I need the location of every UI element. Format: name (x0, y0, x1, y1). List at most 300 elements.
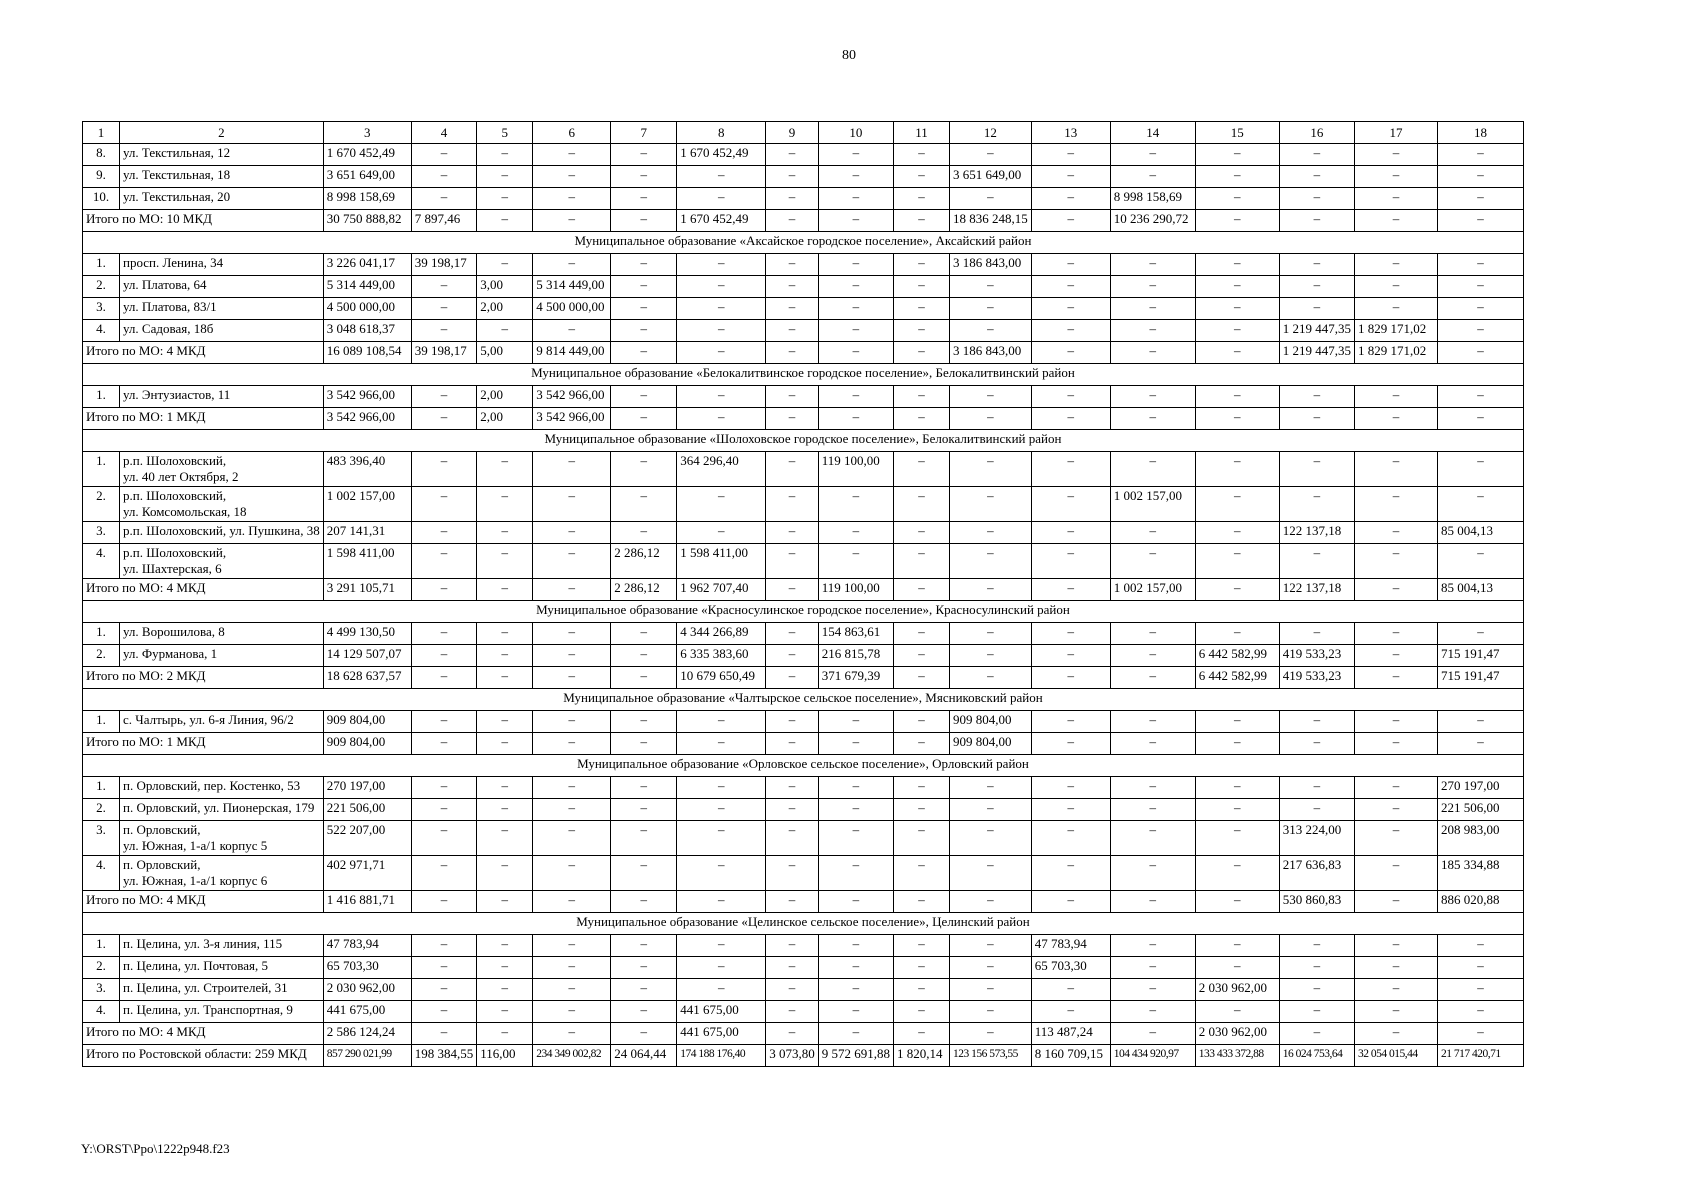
value-cell: – (818, 935, 893, 957)
address-cell (120, 623, 324, 645)
value-cell: 119 100,00 (818, 579, 893, 601)
value-cell: – (893, 320, 949, 342)
value-cell: – (477, 821, 533, 856)
value-cell: – (1354, 487, 1437, 522)
value-cell: 174 188 176,40 (677, 1045, 766, 1067)
value-cell: – (949, 979, 1031, 1001)
value-cell: – (611, 522, 677, 544)
table-row (83, 487, 1524, 522)
address-line: п. Целина, ул. Почтовая, 5 (123, 958, 269, 973)
address-cell (120, 144, 324, 166)
value-cell: – (1279, 210, 1354, 232)
value-cell: – (949, 1001, 1031, 1023)
total-label: Итого по МО: 4 МКД (83, 579, 324, 601)
value-cell: – (1031, 408, 1110, 430)
value-cell: – (533, 957, 611, 979)
value-cell: 39 198,17 (411, 254, 477, 276)
value-cell: 47 783,94 (323, 935, 411, 957)
value-cell: – (949, 1023, 1031, 1045)
value-cell: 1 820,14 (893, 1045, 949, 1067)
value-cell: – (893, 979, 949, 1001)
value-cell: – (1031, 166, 1110, 188)
value-cell: – (1354, 957, 1437, 979)
table-row (83, 645, 1524, 667)
value-cell: – (1195, 320, 1279, 342)
subtotal-row (83, 1023, 1524, 1045)
value-cell: – (766, 579, 819, 601)
value-cell: 909 804,00 (323, 711, 411, 733)
value-cell: – (1031, 298, 1110, 320)
value-cell: – (477, 452, 533, 487)
value-cell: – (893, 777, 949, 799)
value-cell: – (766, 1001, 819, 1023)
value-cell: – (477, 144, 533, 166)
value-cell: – (1279, 386, 1354, 408)
value-cell: – (611, 320, 677, 342)
section-heading-row (83, 689, 1524, 711)
value-cell: 1 598 411,00 (677, 544, 766, 579)
value-cell: 1 002 157,00 (1110, 579, 1195, 601)
value-cell: – (1279, 979, 1354, 1001)
value-cell: 10 679 650,49 (677, 667, 766, 689)
total-label: Итого по МО: 1 МКД (83, 733, 324, 755)
row-number: 4. (83, 320, 120, 342)
value-cell: 30 750 888,82 (323, 210, 411, 232)
value-cell: 14 129 507,07 (323, 645, 411, 667)
value-cell: – (611, 777, 677, 799)
file-path: Y:\ORST\Ppo\1222p948.f23 (81, 1141, 230, 1156)
value-cell: – (818, 188, 893, 210)
column-header: 18 (1437, 122, 1523, 144)
value-cell: – (949, 957, 1031, 979)
value-cell: – (1354, 1001, 1437, 1023)
value-cell: – (893, 254, 949, 276)
value-cell: – (893, 821, 949, 856)
row-number: 2. (83, 645, 120, 667)
address-cell (120, 386, 324, 408)
value-cell: – (533, 210, 611, 232)
value-cell: – (1195, 777, 1279, 799)
value-cell: – (766, 298, 819, 320)
value-cell: – (949, 276, 1031, 298)
address-cell (120, 957, 324, 979)
value-cell: – (1110, 623, 1195, 645)
value-cell: – (1437, 487, 1523, 522)
value-cell: 85 004,13 (1437, 522, 1523, 544)
value-cell: 6 442 582,99 (1195, 645, 1279, 667)
total-label: Итого по МО: 4 МКД (83, 1023, 324, 1045)
value-cell: 402 971,71 (323, 856, 411, 891)
value-cell: – (1354, 821, 1437, 856)
value-cell: – (1354, 623, 1437, 645)
section-title: Муниципальное образование «Орловское сельское поселение», Орловский район (83, 755, 1524, 777)
value-cell: – (1354, 254, 1437, 276)
value-cell: – (1110, 856, 1195, 891)
value-cell: – (893, 623, 949, 645)
address-line: р.п. Шолоховский, (123, 453, 227, 468)
value-cell: – (1031, 667, 1110, 689)
value-cell: – (818, 957, 893, 979)
value-cell: – (949, 856, 1031, 891)
address-cell (120, 777, 324, 799)
value-cell: – (949, 799, 1031, 821)
value-cell: – (1437, 544, 1523, 579)
value-cell: – (611, 408, 677, 430)
address-cell (120, 645, 324, 667)
value-cell: – (818, 386, 893, 408)
value-cell: – (818, 522, 893, 544)
value-cell: – (411, 645, 477, 667)
value-cell: – (1031, 645, 1110, 667)
value-cell: – (1195, 544, 1279, 579)
value-cell: 2 030 962,00 (1195, 979, 1279, 1001)
section-heading-row (83, 364, 1524, 386)
value-cell: 2 030 962,00 (323, 979, 411, 1001)
section-heading-row (83, 755, 1524, 777)
value-cell: 2,00 (477, 408, 533, 430)
value-cell: – (766, 711, 819, 733)
row-number: 1. (83, 254, 120, 276)
value-cell: 104 434 920,97 (1110, 1045, 1195, 1067)
value-cell: – (533, 188, 611, 210)
address-line: ул. Энтузиастов, 11 (123, 387, 231, 402)
value-cell: – (611, 799, 677, 821)
value-cell: 133 433 372,88 (1195, 1045, 1279, 1067)
value-cell: – (1031, 1001, 1110, 1023)
row-number: 3. (83, 821, 120, 856)
value-cell: – (477, 979, 533, 1001)
value-cell: – (611, 711, 677, 733)
value-cell: 5,00 (477, 342, 533, 364)
value-cell: – (1437, 144, 1523, 166)
value-cell: – (1031, 856, 1110, 891)
value-cell: – (818, 342, 893, 364)
value-cell: – (1437, 386, 1523, 408)
value-cell: – (766, 386, 819, 408)
value-cell: – (1195, 856, 1279, 891)
value-cell: – (1110, 1023, 1195, 1045)
value-cell: – (818, 777, 893, 799)
value-cell: – (477, 935, 533, 957)
value-cell: 909 804,00 (949, 733, 1031, 755)
address-cell (120, 452, 324, 487)
value-cell: – (611, 386, 677, 408)
total-label: Итого по МО: 1 МКД (83, 408, 324, 430)
address-cell (120, 254, 324, 276)
value-cell: – (766, 408, 819, 430)
value-cell: – (1279, 544, 1354, 579)
value-cell: – (1195, 254, 1279, 276)
value-cell: – (766, 522, 819, 544)
value-cell: 270 197,00 (1437, 777, 1523, 799)
section-title: Муниципальное образование «Аксайское городское поселение», Аксайский район (83, 232, 1524, 254)
value-cell: – (766, 144, 819, 166)
value-cell: – (411, 799, 477, 821)
value-cell: – (818, 979, 893, 1001)
value-cell: – (1279, 276, 1354, 298)
value-cell: – (677, 856, 766, 891)
value-cell: – (949, 320, 1031, 342)
subtotal-row (83, 342, 1524, 364)
value-cell: – (477, 645, 533, 667)
value-cell: – (1354, 522, 1437, 544)
value-cell: 65 703,30 (323, 957, 411, 979)
value-cell: 1 670 452,49 (677, 144, 766, 166)
table-row (83, 298, 1524, 320)
value-cell: – (949, 891, 1031, 913)
value-cell: – (1195, 452, 1279, 487)
value-cell: – (893, 579, 949, 601)
value-cell: – (1437, 342, 1523, 364)
row-number: 3. (83, 298, 120, 320)
column-header: 16 (1279, 122, 1354, 144)
address-line: ул. Фурманова, 1 (123, 646, 218, 661)
value-cell: – (1031, 320, 1110, 342)
address-cell (120, 979, 324, 1001)
address-line: ул. Текстильная, 18 (123, 167, 231, 182)
value-cell: 4 500 000,00 (323, 298, 411, 320)
value-cell: – (1437, 210, 1523, 232)
value-cell: – (677, 298, 766, 320)
value-cell: – (766, 254, 819, 276)
value-cell: – (1195, 711, 1279, 733)
value-cell: – (893, 733, 949, 755)
value-cell: 154 863,61 (818, 623, 893, 645)
value-cell: – (1354, 544, 1437, 579)
value-cell: 18 836 248,15 (949, 210, 1031, 232)
value-cell: – (533, 623, 611, 645)
value-cell: – (477, 487, 533, 522)
value-cell: – (1031, 821, 1110, 856)
table-row (83, 821, 1524, 856)
address-line: п. Целина, ул. Транспортная, 9 (123, 1002, 293, 1017)
value-cell: – (1031, 544, 1110, 579)
value-cell: – (893, 166, 949, 188)
value-cell: – (766, 777, 819, 799)
value-cell: – (818, 821, 893, 856)
column-header: 5 (477, 122, 533, 144)
value-cell: – (533, 645, 611, 667)
value-cell: – (893, 935, 949, 957)
value-cell: 122 137,18 (1279, 579, 1354, 601)
value-cell: 47 783,94 (1031, 935, 1110, 957)
value-cell: – (1110, 298, 1195, 320)
value-cell: – (766, 733, 819, 755)
value-cell: – (766, 645, 819, 667)
value-cell: 5 314 449,00 (323, 276, 411, 298)
value-cell: 10 236 290,72 (1110, 210, 1195, 232)
value-cell: – (1110, 711, 1195, 733)
value-cell: – (1195, 579, 1279, 601)
total-label: Итого по Ростовской области: 259 МКД (83, 1045, 324, 1067)
address-line: п. Орловский, ул. Пионерская, 179 (123, 800, 315, 815)
value-cell: – (949, 935, 1031, 957)
value-cell: – (766, 979, 819, 1001)
value-cell: – (1031, 891, 1110, 913)
value-cell: – (1110, 452, 1195, 487)
value-cell: – (533, 254, 611, 276)
value-cell: – (677, 821, 766, 856)
value-cell: – (677, 935, 766, 957)
row-number: 4. (83, 856, 120, 891)
value-cell: – (1195, 821, 1279, 856)
value-cell: – (949, 777, 1031, 799)
value-cell: 216 815,78 (818, 645, 893, 667)
value-cell: – (611, 891, 677, 913)
table-row (83, 254, 1524, 276)
value-cell: – (818, 891, 893, 913)
row-number: 10. (83, 188, 120, 210)
value-cell: – (1031, 733, 1110, 755)
address-line: ул. Платова, 83/1 (123, 299, 217, 314)
value-cell: 3 073,80 (766, 1045, 819, 1067)
table-row (83, 276, 1524, 298)
address-cell (120, 298, 324, 320)
column-header: 10 (818, 122, 893, 144)
column-header: 11 (893, 122, 949, 144)
value-cell: – (1110, 777, 1195, 799)
value-cell: – (1031, 144, 1110, 166)
value-cell: 3 542 966,00 (323, 408, 411, 430)
value-cell: – (1031, 386, 1110, 408)
value-cell: – (949, 452, 1031, 487)
value-cell: 3 651 649,00 (949, 166, 1031, 188)
value-cell: – (1031, 979, 1110, 1001)
address-line: п. Целина, ул. 3-я линия, 115 (123, 936, 283, 951)
value-cell: 2,00 (477, 298, 533, 320)
value-cell: – (411, 452, 477, 487)
value-cell: – (1354, 856, 1437, 891)
total-label: Итого по МО: 4 МКД (83, 891, 324, 913)
column-header: 1 (83, 122, 120, 144)
page-number: 80 (842, 48, 856, 63)
value-cell: 2 286,12 (611, 544, 677, 579)
value-cell: 5 314 449,00 (533, 276, 611, 298)
value-cell: – (1195, 166, 1279, 188)
value-cell: – (1195, 342, 1279, 364)
value-cell: – (1195, 799, 1279, 821)
value-cell: – (1110, 386, 1195, 408)
value-cell: – (477, 544, 533, 579)
value-cell: – (893, 408, 949, 430)
value-cell: – (677, 777, 766, 799)
value-cell: 1 416 881,71 (323, 891, 411, 913)
value-cell: 3 186 843,00 (949, 342, 1031, 364)
total-label: Итого по МО: 2 МКД (83, 667, 324, 689)
value-cell: – (1437, 320, 1523, 342)
value-cell: – (411, 544, 477, 579)
value-cell: – (1110, 342, 1195, 364)
table-row (83, 623, 1524, 645)
address-cell (120, 276, 324, 298)
value-cell: – (893, 276, 949, 298)
value-cell: – (766, 821, 819, 856)
row-number: 1. (83, 623, 120, 645)
value-cell: – (949, 667, 1031, 689)
value-cell: – (411, 733, 477, 755)
value-cell: 715 191,47 (1437, 667, 1523, 689)
value-cell: 483 396,40 (323, 452, 411, 487)
value-cell: 185 334,88 (1437, 856, 1523, 891)
table-row (83, 711, 1524, 733)
value-cell: – (533, 522, 611, 544)
value-cell: 2 586 124,24 (323, 1023, 411, 1045)
value-cell: – (677, 342, 766, 364)
value-cell: – (477, 579, 533, 601)
value-cell: – (1195, 522, 1279, 544)
value-cell: – (1195, 188, 1279, 210)
value-cell: – (411, 298, 477, 320)
value-cell: – (1195, 386, 1279, 408)
value-cell: – (477, 522, 533, 544)
subtotal-row (83, 210, 1524, 232)
value-cell: – (1437, 254, 1523, 276)
value-cell: – (949, 645, 1031, 667)
value-cell: 119 100,00 (818, 452, 893, 487)
address-line: с. Чалтырь, ул. 6-я Линия, 96/2 (123, 712, 294, 727)
address-line: ул. Текстильная, 12 (123, 145, 231, 160)
value-cell: – (477, 188, 533, 210)
value-cell: – (411, 711, 477, 733)
value-cell: – (477, 957, 533, 979)
value-cell: – (766, 210, 819, 232)
value-cell: – (533, 320, 611, 342)
value-cell: 2,00 (477, 386, 533, 408)
column-header: 15 (1195, 122, 1279, 144)
value-cell: – (411, 320, 477, 342)
value-cell: 4 499 130,50 (323, 623, 411, 645)
value-cell: – (677, 891, 766, 913)
value-cell: – (893, 799, 949, 821)
value-cell: – (1279, 408, 1354, 430)
address-line: ул. Южная, 1-а/1 корпус 5 (123, 838, 268, 853)
subtotal-row (83, 891, 1524, 913)
value-cell: – (677, 711, 766, 733)
value-cell: – (1195, 957, 1279, 979)
value-cell: – (611, 254, 677, 276)
value-cell: – (411, 386, 477, 408)
value-cell: – (1279, 1023, 1354, 1045)
section-heading-row (83, 601, 1524, 623)
address-cell (120, 320, 324, 342)
value-cell: – (818, 408, 893, 430)
value-cell: 6 442 582,99 (1195, 667, 1279, 689)
value-cell: – (1279, 487, 1354, 522)
value-cell: – (1354, 667, 1437, 689)
value-cell: – (818, 856, 893, 891)
value-cell: 1 670 452,49 (677, 210, 766, 232)
value-cell: – (1110, 166, 1195, 188)
value-cell: – (1031, 210, 1110, 232)
value-cell: – (611, 667, 677, 689)
value-cell: – (893, 544, 949, 579)
subtotal-row (83, 408, 1524, 430)
value-cell: – (1279, 777, 1354, 799)
value-cell: – (1279, 166, 1354, 188)
table-row (83, 166, 1524, 188)
value-cell: – (677, 166, 766, 188)
value-cell: – (477, 1023, 533, 1045)
value-cell: – (766, 957, 819, 979)
value-cell: – (477, 733, 533, 755)
value-cell: – (411, 1001, 477, 1023)
value-cell: – (533, 777, 611, 799)
value-cell: – (411, 957, 477, 979)
value-cell: – (477, 799, 533, 821)
value-cell: – (1031, 452, 1110, 487)
value-cell: 65 703,30 (1031, 957, 1110, 979)
address-line: просп. Ленина, 34 (123, 255, 224, 270)
